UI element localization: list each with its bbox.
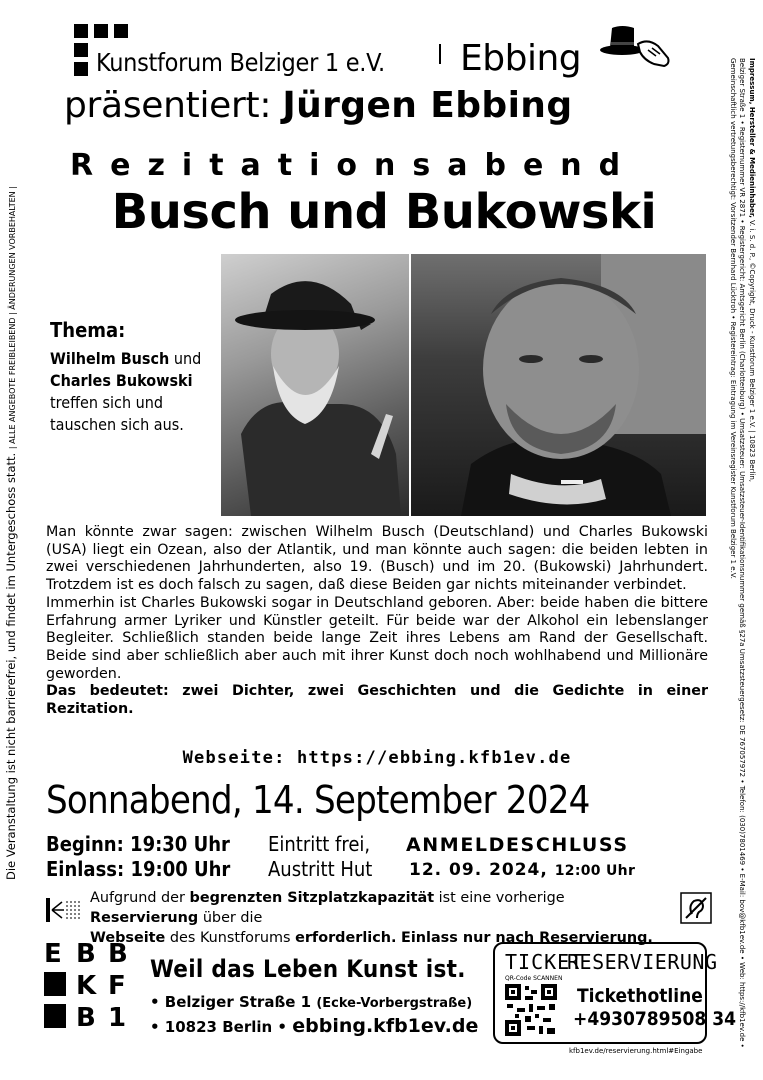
hotline-number[interactable]: +4930789508 34 — [573, 1008, 736, 1030]
hearing-loop-icon — [680, 892, 712, 924]
presenter-name: Jürgen Ebbing — [282, 85, 573, 126]
imprint-line-1: V. i. S. d. P., ©Copyright, Druck - Kunstforum Belziger 1 e.V. | 10823 Berlin, — [748, 220, 756, 483]
entry-time: Einlass: 19:00 Uhr — [46, 857, 231, 881]
imprint-heading: Impressum, Hersteller & Medieninhaber, — [748, 58, 756, 218]
logo-block-1 — [44, 972, 66, 996]
reservation-bold-1: begrenzten Sitzplatzkapazität — [189, 890, 435, 906]
reservation-note — [90, 888, 672, 948]
logo-block-2 — [44, 1004, 66, 1028]
ticket-reservation-box[interactable] — [493, 942, 736, 1044]
event-title: Busch und Bukowski — [111, 184, 657, 240]
top-hat-icon — [598, 24, 672, 72]
reservation-url[interactable]: kfb1ev.de/reservierung.html#Eingabe — [569, 1047, 703, 1055]
website-link[interactable]: Webseite: https://ebbing.kfb1ev.de — [182, 748, 572, 768]
logo-letter-b3: B — [76, 1003, 96, 1033]
header-separator — [439, 44, 441, 64]
event-subtitle: Rezitationsabend — [70, 148, 638, 183]
theme-text — [50, 348, 222, 436]
photo-charles-bukowski — [411, 254, 706, 516]
reservation-text-2: ist eine vorherige — [438, 890, 565, 906]
imprint — [728, 58, 757, 1048]
ebbing-wordmark: Ebbing — [460, 38, 582, 79]
reservation-bold-4: erforderlich. — [295, 930, 397, 946]
ticket-word: TICKET — [505, 950, 584, 974]
logo-letter-k: K — [76, 971, 97, 1001]
deadline-time: 12:00 Uhr — [554, 863, 636, 879]
theme-name-bukowski: Charles Bukowski — [50, 371, 193, 390]
presents-prefix: präsentiert: — [64, 85, 272, 126]
qr-code-icon[interactable] — [505, 984, 557, 1036]
disclaimer: | ALLE ANGEBOTE FREIBLEIBEND | ÄNDERUNGEN VORBEHALTEN | — [8, 186, 17, 450]
description-paragraph-1: Man könnte zwar sagen: zwischen Wilhelm Busch (Deutschland) und Charles Bukowski (USA) liegt ein Ozean, also der Atlantik, und man könnte auch sagen: die beiden lebten in zwei verschiedenen Jahrhunderten, also 19. (Busch) und im 20. (Bukowski) Jahrhundert. Trotzdem ist es doch falsch zu sagen, daß diese Beiden gar nichts miteinander verbindet. — [46, 524, 708, 594]
accessibility-main: Die Veranstaltung ist nicht barrierefrei, und findet im Untergeschoss statt. — [4, 452, 18, 880]
imprint-line-3: Gemeinschaftlich vertretungsberechtigt: Vorsitzender Bernhard Lücktroh • Registereintrag: Eintragung im Vereinsregister Kunstforum Belziger 1 e.V. — [729, 58, 737, 579]
street: • Belziger Straße 1 — [150, 993, 312, 1011]
address-street — [150, 993, 472, 1011]
imprint-line-2: Belziger Straße 1 • Registernummer VR 2871 • Registergericht: Amtsgericht Berlin (Charlottenburg) • Umsatzsteuer: Umsatzsteuer-Identifikationsnummer gemäß §27a Umsatzsteuergesetz: DE 767057972 • Telefon: (030)7801469 • E-Mail: bov@kfb1ev.de • Web: https://kfb1ev.de • — [738, 58, 747, 1048]
deadline-date: 12. 09. 2024, — [409, 860, 548, 880]
logo-letter-b1: B — [76, 939, 96, 969]
theme-and: und — [173, 349, 202, 368]
accessibility-notice — [4, 186, 18, 880]
logo-letter-b2: B — [108, 939, 128, 969]
reservation-bold-3: Webseite — [90, 930, 166, 946]
description-paragraph-2: Immerhin ist Charles Bukowski sogar in Deutschland geboren. Aber: beide haben die bittere Erfahrung armer Lyriker und Künstler geteilt. Für beide war der Alkohol ein lebenslanger Begleiter. Schließlich standen beide lange Zeit ihres Lebens am Rand der Gesellschaft. Beide sind aber schließlich aber auch mit ihrer Kunst doch noch wohlhabend und Millionäre geworden. — [46, 594, 708, 682]
logo-letter-f: F — [108, 971, 126, 1001]
description-text — [46, 524, 708, 719]
exit-hat: Austritt Hut — [268, 857, 373, 881]
theme-rest: treffen sich und tauschen sich aus. — [50, 393, 184, 434]
ebb-kfb1-logo — [42, 940, 134, 1034]
hotline-label: Tickethotline — [577, 985, 703, 1007]
logo-letter-1: 1 — [108, 1003, 127, 1033]
org-name: Kunstforum Belziger 1 e.V. — [96, 48, 385, 77]
reservierung-word: RESERVIERUNG — [567, 950, 718, 974]
reservation-bold-2: Reservierung — [90, 910, 199, 926]
motto: Weil das Leben Kunst ist. — [150, 955, 466, 983]
reservation-bold-5: Einlass nur nach Reservierung. — [401, 930, 653, 946]
description-conclusion: Das bedeutet: zwei Dichter, zwei Geschichten und die Gedichte in einer Rezitation. — [46, 683, 708, 718]
theme-block — [50, 318, 222, 436]
city: • 10823 Berlin • — [150, 1018, 287, 1036]
theme-label: Thema: — [50, 318, 126, 342]
logo-letter-e: E — [44, 939, 62, 969]
footer-url[interactable]: ebbing.kfb1ev.de — [292, 1015, 479, 1037]
presents-line — [64, 85, 573, 126]
qr-label: QR-Code SCANNEN — [505, 975, 563, 982]
theme-name-busch: Wilhelm Busch — [50, 349, 170, 368]
address-city — [150, 1015, 478, 1037]
reservation-text-4: des Kunstforums — [169, 930, 291, 946]
street-note: (Ecke-Vorbergstraße) — [316, 996, 473, 1011]
accessibility-barrier-icon — [46, 892, 82, 928]
photo-wilhelm-busch — [221, 254, 409, 516]
registration-deadline-date — [409, 860, 635, 880]
reservation-text-1: Aufgrund der — [90, 890, 185, 906]
entry-fee: Eintritt frei, — [268, 832, 371, 856]
registration-deadline-label: ANMELDESCHLUSS — [406, 834, 629, 856]
event-date: Sonnabend, 14. September 2024 — [46, 778, 590, 822]
begin-time: Beginn: 19:30 Uhr — [46, 832, 230, 856]
reservation-text-3: über die — [202, 910, 263, 926]
